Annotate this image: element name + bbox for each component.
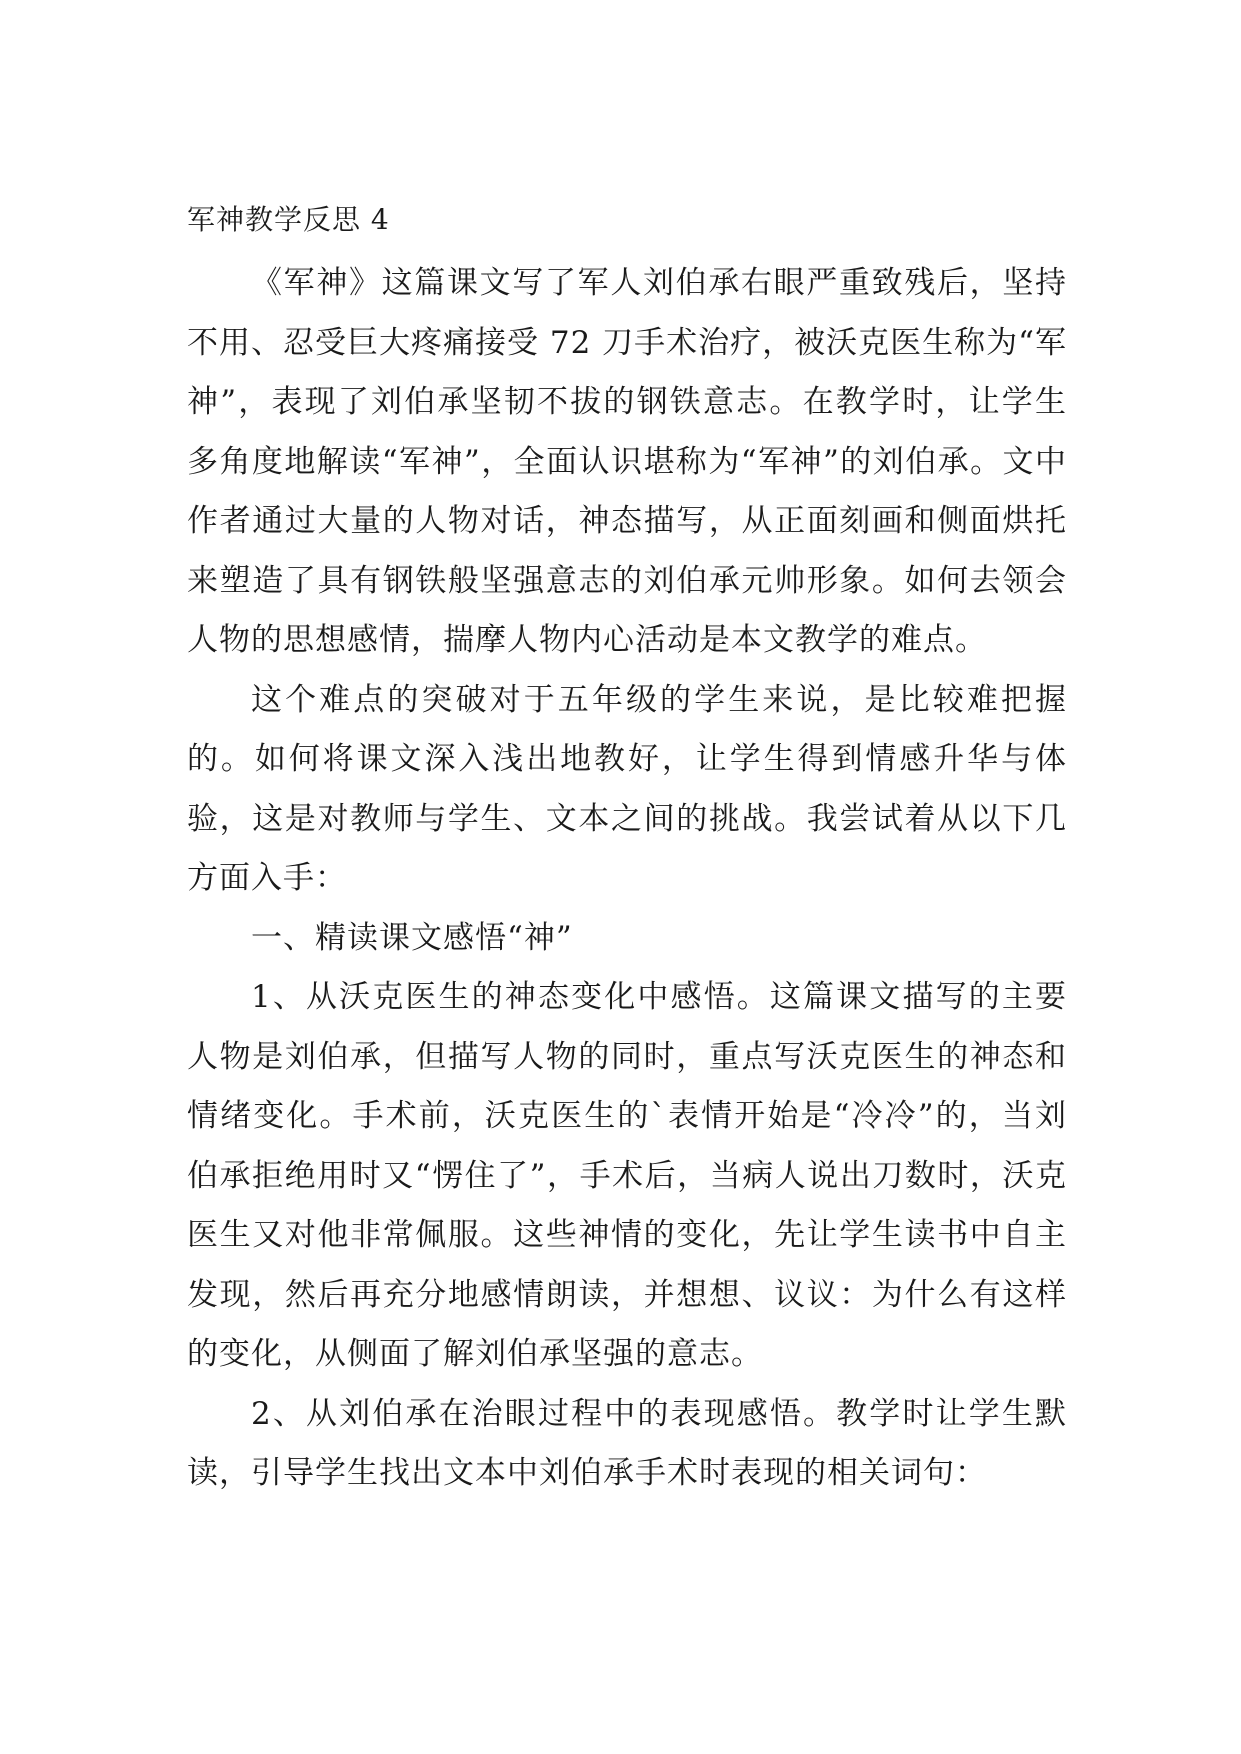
paragraph-intro: 《军神》这篇课文写了军人刘伯承右眼严重致残后，坚持不用、忍受巨大疼痛接受 72 刀手术治疗，被沃克医生称为“军神”，表现了刘伯承坚韧不拔的钢铁意志。在教学时，让学生多角度地解读“军神”，全面认识堪称为“军神”的刘伯承。文中作者通过大量的人物对话，神态描写，从正面刻画和侧面烘托来塑造了具有钢铁般坚强意志的刘伯承元帅形象。如何去领会人物的思想感情，揣摩人物内心活动是本文教学的难点。	[187, 265, 1067, 658]
document-body	[187, 195, 1067, 1504]
section-heading: 一、精读课文感悟“神”	[251, 919, 573, 956]
paragraph-point-1: 1、从沃克医生的神态变化中感悟。这篇课文描写的主要人物是刘伯承，但描写人物的同时，重点写沃克医生的神态和情绪变化。手术前，沃克医生的`表情开始是“冷冷”的，当刘伯承拒绝用时又“愣住了”，手术后，当病人说出刀数时，沃克医生又对他非常佩服。这些神情的变化，先让学生读书中自主发现，然后再充分地感情朗读，并想想、议议：为什么有这样的变化，从侧面了解刘伯承坚强的意志。	[187, 979, 1067, 1372]
document-title: 军神教学反思 4	[187, 203, 390, 236]
paragraph-point-2: 2、从刘伯承在治眼过程中的表现感悟。教学时让学生默读，引导学生找出文本中刘伯承手术时表现的相关词句：	[187, 1395, 1067, 1491]
paragraph-difficulty: 这个难点的突破对于五年级的学生来说，是比较难把握的。如何将课文深入浅出地教好，让学生得到情感升华与体验，这是对教师与学生、文本之间的挑战。我尝试着从以下几方面入手：	[187, 681, 1067, 896]
